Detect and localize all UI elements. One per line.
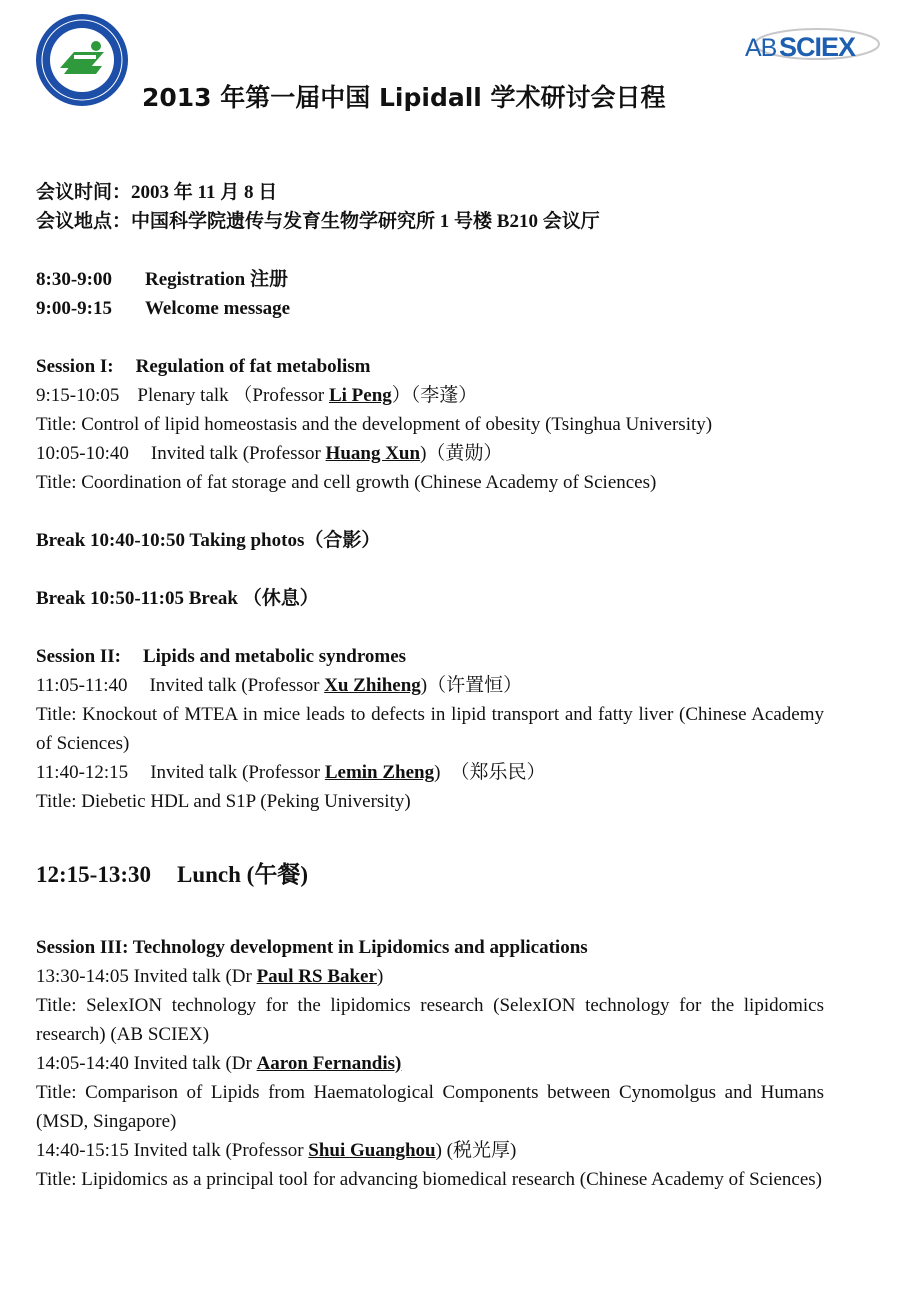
talk-title: Title: Knockout of MTEA in mice leads to defects in lipid transport and fatty liver (Chinese Academy of Sciences) (36, 704, 824, 754)
talk-title: Title: Control of lipid homeostasis and the development of obesity (Tsinghua University) (36, 414, 713, 435)
logo-sciex-text: SCIEX (779, 32, 856, 62)
speaker-name: Huang Xun (325, 443, 421, 464)
schedule-row: 9:00-9:15 Welcome message (36, 298, 291, 319)
speaker-name: Paul RS Baker (256, 966, 377, 987)
speaker-name: Lemin Zheng (324, 762, 435, 783)
talk-row: 9:15-10:05 Plenary talk （Professor Li Peng）（李蓬） (36, 385, 478, 406)
session-heading: Session I: Regulation of fat metabolism (36, 356, 371, 377)
meeting-place: 会议地点：中国科学院遗传与发育生物学研究所 1 号楼 B210 会议厅 (36, 211, 600, 232)
speaker-name: Li Peng (328, 385, 392, 406)
schedule-row: 8:30-9:00 Registration 注册 (36, 269, 288, 290)
talk-title: Title: Coordination of fat storage and cell growth (Chinese Academy of Sciences) (36, 472, 657, 493)
lunch-row: 12:15-13:30 Lunch (午餐) (36, 862, 308, 887)
talk-row: 14:05-14:40 Invited talk (Dr Aaron Fernandis) (36, 1053, 402, 1074)
talk-row: 10:05-10:40 Invited talk (Professor Huang Xun)（黄勋） (36, 443, 503, 464)
talk-row: 13:30-14:05 Invited talk (Dr Paul RS Baker) (36, 966, 384, 987)
talk-title: Title: Comparison of Lipids from Haematological Components between Cynomolgus and Humans (MSD, Singapore) (36, 1082, 824, 1132)
talk-row: 14:40-15:15 Invited talk (Professor Shui Guanghou) (税光厚) (36, 1140, 517, 1161)
session-heading: Session II: Lipids and metabolic syndromes (36, 646, 407, 667)
institute-seal-logo (34, 12, 130, 108)
page-title: 2013 年第一届中国 Lipidall 学术研讨会日程 (142, 83, 666, 112)
talk-row: 11:05-11:40 Invited talk (Professor Xu Zhiheng)（许置恒） (36, 675, 523, 696)
logo-ab-text: AB (745, 34, 777, 62)
talk-row: 11:40-12:15 Invited talk (Professor Lemin Zheng) （郑乐民） (36, 762, 546, 783)
meeting-time: 会议时间：2003 年 11 月 8 日 (36, 182, 278, 203)
talk-title: Title: SelexION technology for the lipidomics research (SelexION technology for the lipidomics research) (AB SCIEX) (36, 995, 824, 1045)
session-heading: Session III: Technology development in Lipidomics and applications (36, 937, 588, 958)
break-rest: Break 10:50-11:05 Break （休息） (36, 588, 319, 609)
speaker-name: Xu Zhiheng (324, 675, 421, 696)
schedule-content (36, 178, 824, 1194)
talk-title: Title: Lipidomics as a principal tool for advancing biomedical research (Chinese Academy of Sciences) (36, 1169, 822, 1190)
break-photos: Break 10:40-10:50 Taking photos（合影） (36, 530, 381, 551)
speaker-name: Aaron Fernandis) (256, 1053, 402, 1074)
speaker-name: Shui Guanghou (308, 1140, 436, 1161)
talk-title: Title: Diebetic HDL and S1P (Peking University) (36, 791, 411, 812)
ab-sciex-logo (735, 22, 880, 68)
